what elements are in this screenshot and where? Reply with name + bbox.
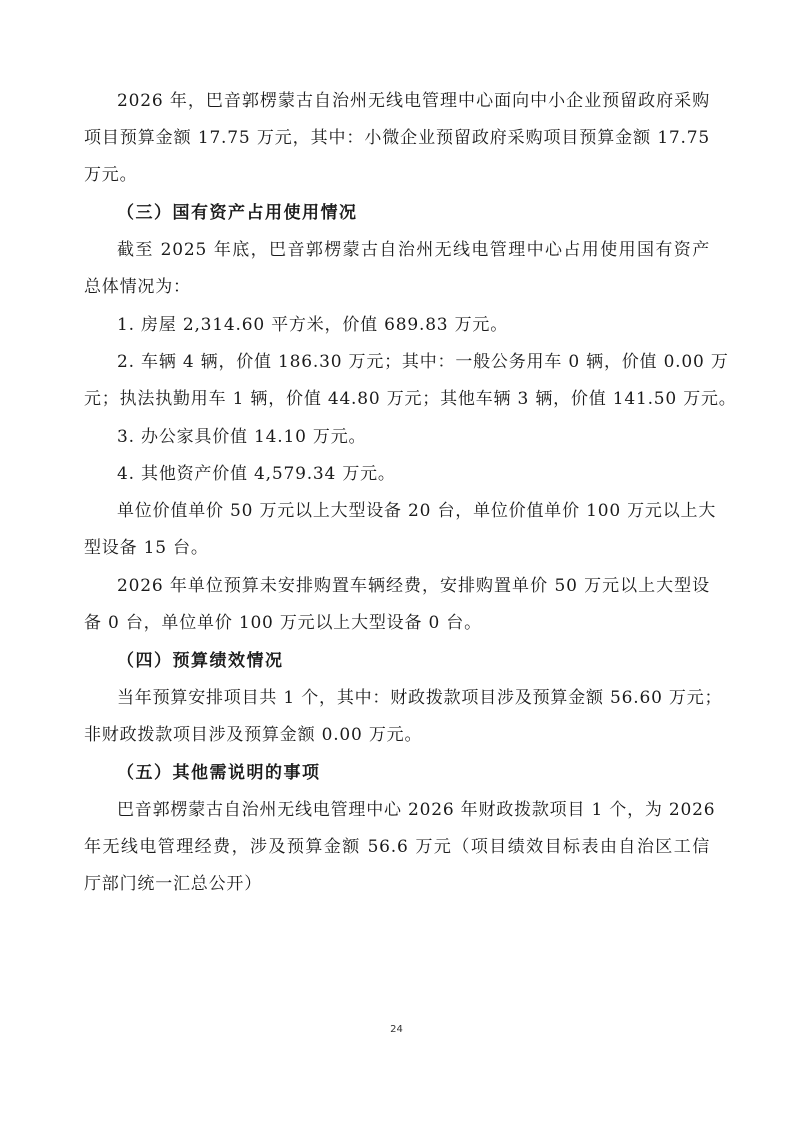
paragraph-performance-line-1: 当年预算安排项目共 1 个，其中：财政拨款项目涉及预算金额 56.60 万元； [117, 688, 723, 708]
paragraph-asset-house: 1. 房屋 2,314.60 平方米，价值 689.83 万元。 [117, 315, 509, 335]
page-number: 24 [390, 1024, 403, 1035]
paragraph-procurement-line-2: 项目预算金额 17.75 万元，其中：小微企业预留政府采购项目预算金额 17.75 [84, 128, 710, 148]
section-heading-other: （五）其他需说明的事项 [117, 763, 321, 783]
section-heading-performance: （四）预算绩效情况 [117, 651, 284, 671]
paragraph-other-line-3: 厅部门统一汇总公开） [84, 874, 262, 894]
paragraph-other-line-2: 年无线电管理经费，涉及预算金额 56.6 万元（项目绩效目标表由自治区工信 [84, 837, 710, 857]
paragraph-assets-intro-line-2: 总体情况为： [84, 277, 191, 297]
section-heading-assets: （三）国有资产占用使用情况 [117, 203, 358, 223]
paragraph-asset-vehicles-line-2: 元；执法执勤用车 1 辆，价值 44.80 万元；其他车辆 3 辆，价值 141.50 万元。 [84, 389, 737, 409]
paragraph-asset-furniture: 3. 办公家具价值 14.10 万元。 [117, 427, 367, 447]
paragraph-procurement-line-3: 万元。 [84, 165, 138, 185]
paragraph-performance-line-2: 非财政拨款项目涉及预算金额 0.00 万元。 [84, 725, 423, 745]
paragraph-budget-purchase-line-2: 备 0 台，单位单价 100 万元以上大型设备 0 台。 [84, 613, 482, 633]
paragraph-asset-other: 4. 其他资产价值 4,579.34 万元。 [117, 464, 396, 484]
paragraph-assets-intro-line-1: 截至 2025 年底，巴音郭楞蒙古自治州无线电管理中心占用使用国有资产 [117, 240, 710, 260]
paragraph-large-equipment-line-2: 型设备 15 台。 [84, 538, 209, 558]
paragraph-budget-purchase-line-1: 2026 年单位预算未安排购置车辆经费，安排购置单价 50 万元以上大型设 [117, 576, 710, 596]
paragraph-large-equipment-line-1: 单位价值单价 50 万元以上大型设备 20 台，单位价值单价 100 万元以上大 [117, 501, 717, 521]
paragraph-other-line-1: 巴音郭楞蒙古自治州无线电管理中心 2026 年财政拨款项目 1 个，为 2026 [117, 800, 716, 820]
paragraph-asset-vehicles-line-1: 2. 车辆 4 辆，价值 186.30 万元；其中：一般公务用车 0 辆，价值 0.00 万 [117, 352, 729, 372]
paragraph-procurement-line-1: 2026 年，巴音郭楞蒙古自治州无线电管理中心面向中小企业预留政府采购 [117, 91, 710, 111]
